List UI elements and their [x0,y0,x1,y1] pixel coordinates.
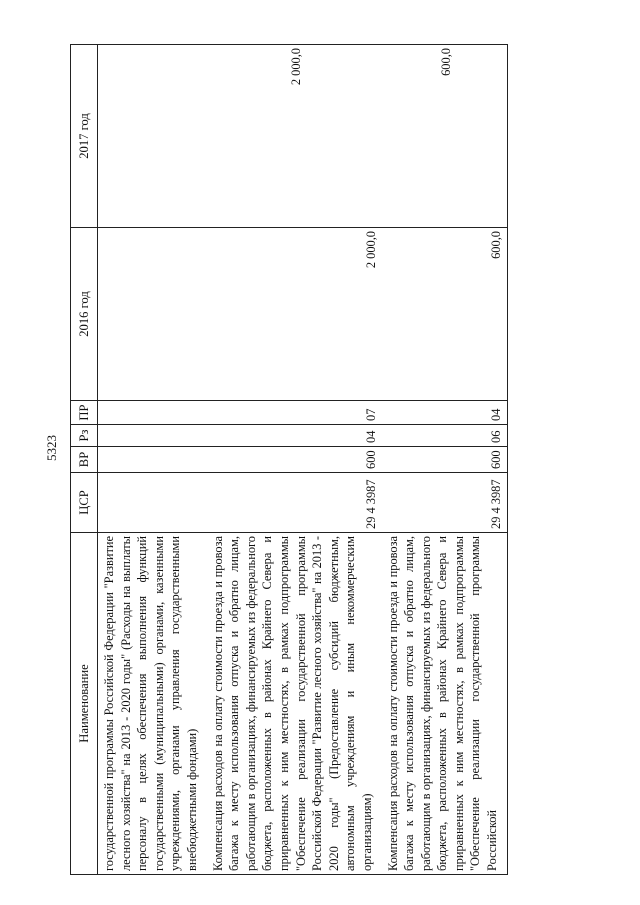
header-name: Наименование [71,533,98,875]
row-rz [98,425,207,447]
header-rz: Рз [71,425,98,447]
row-name: Компенсация расходов на оплату стоимости проезда и провоза багажа к месту использования отпуска и обратно лицам, работающим в организациях, финансируемых из федерального бюджета, расположенных в районах Крайнего Севера и приравненных к ним местностях, в рамках подпрограммы "Обеспечение реализации государственной программы Российской [382,533,508,875]
header-vr: ВР [71,447,98,473]
header-2016: 2016 год [71,228,98,401]
row-pr: 07 [207,401,382,425]
row-pr: 04 [382,401,508,425]
row-name: государственной программы Российской Федерации "Развитие лесного хозяйства" на 2013 - 2020 годы" (Расходы на выплаты персоналу в целях обеспечения выполнения функций государственными (муниципальными) органами, казенными учреждениями, органами управления государственными внебюджетными фондами) [98,533,207,875]
table-header-row [71,45,98,875]
row-csr: 29 4 3987 [382,473,508,533]
row-2016: 600,0 [382,228,508,401]
row-rz: 04 [207,425,382,447]
header-pr: ПР [71,401,98,425]
row-2017: 2 000,0 [207,45,382,228]
row-2016 [98,228,207,401]
row-vr: 600 [207,447,382,473]
header-2017: 2017 год [71,45,98,228]
budget-table [70,44,508,875]
row-vr: 600 [382,447,508,473]
row-csr: 29 4 3987 [207,473,382,533]
row-2017: 600,0 [382,45,508,228]
budget-table-sheet [70,45,570,875]
row-vr [98,447,207,473]
header-csr: ЦСР [71,473,98,533]
table-row [207,45,382,875]
row-csr [98,473,207,533]
table-row [98,45,207,875]
row-2016: 2 000,0 [207,228,382,401]
row-rz: 06 [382,425,508,447]
row-2017 [98,45,207,228]
row-name: Компенсация расходов на оплату стоимости проезда и провоза багажа к месту использования отпуска и обратно лицам, работающим в организациях, финансируемых из федерального бюджета, расположенных в районах Крайнего Севера и приравненных к ним местностях, в рамках подпрограммы "Обеспечение реализации государственной программы Российской Федерации "Развитие лесного хозяйства" на 2013 - 2020 годы" (Предоставление субсидий бюджетным, автономным учреждениям и иным некоммерческим организациям) [207,533,382,875]
row-pr [98,401,207,425]
page-number: 5323 [44,435,59,461]
table-row [382,45,508,875]
